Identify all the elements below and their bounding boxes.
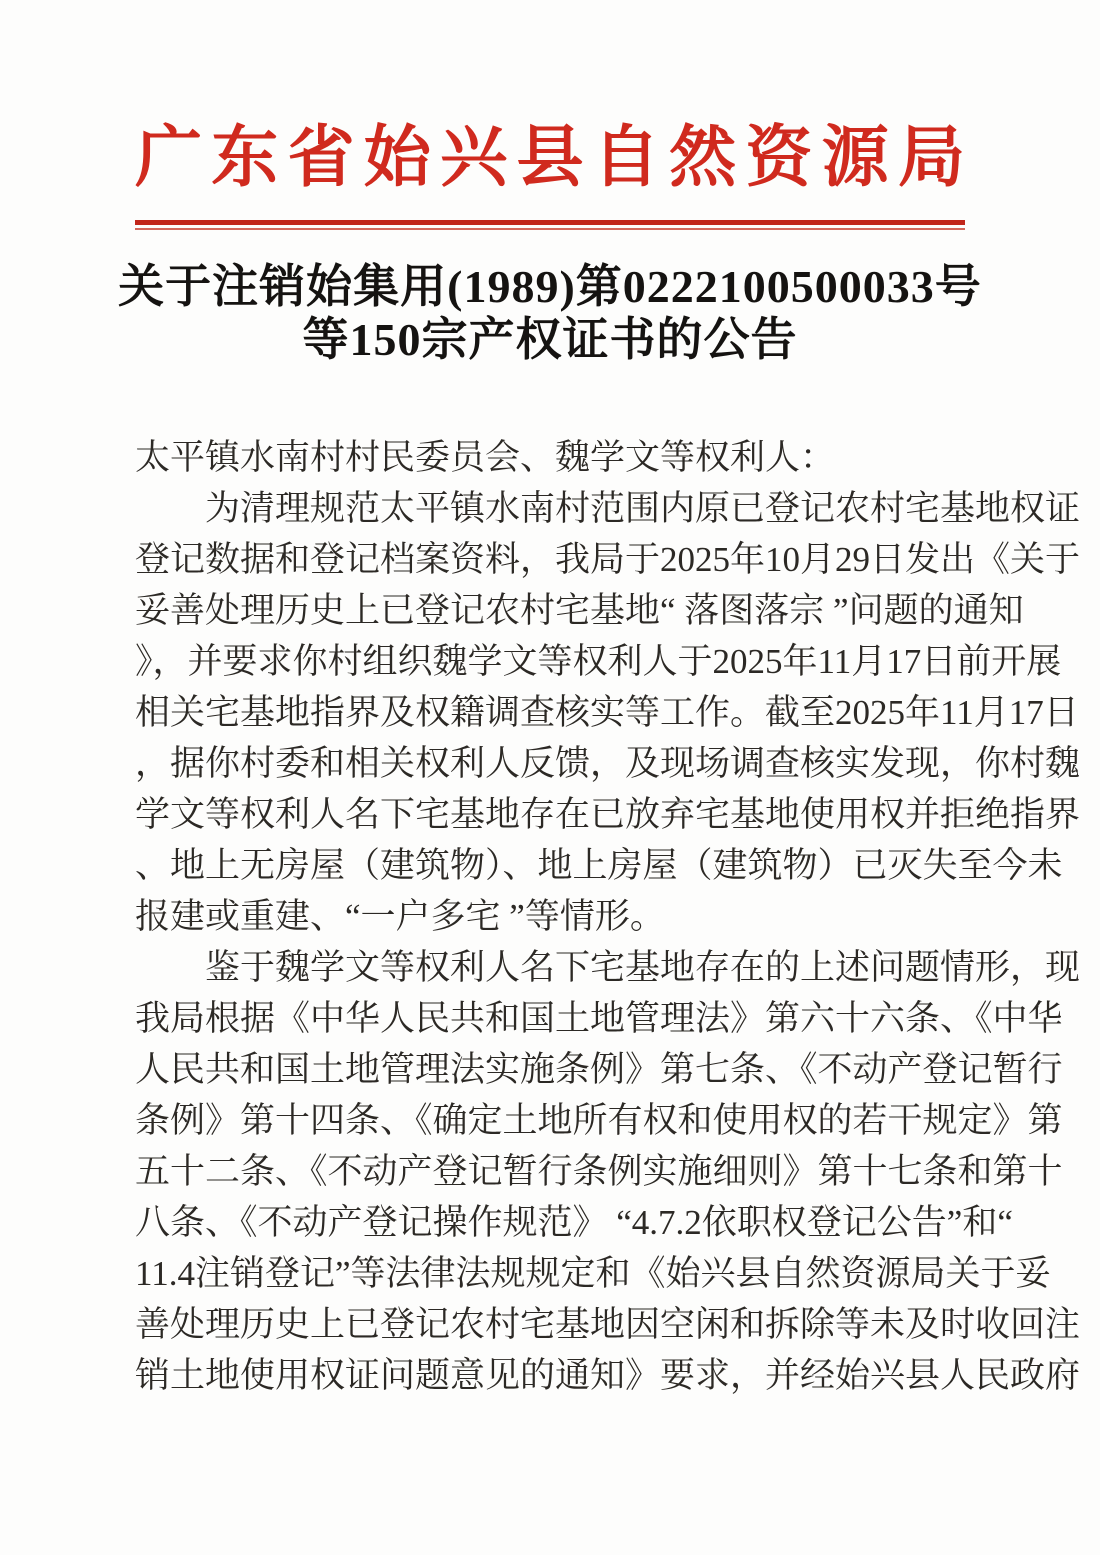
body-line: 人民共和国土地管理法实施条例》第七条、《不动产登记暂行 (135, 1049, 1063, 1089)
agency-letterhead: 广东省始兴县自然资源局 (135, 121, 965, 195)
document-body (135, 432, 1081, 1401)
letterhead-divider (135, 220, 965, 230)
body-line: 销土地使用权证问题意见的通知》要求，并经始兴县人民政府 (135, 1355, 1081, 1395)
body-line: 我局根据《中华人民共和国土地管理法》第六十六条、《中华 (135, 998, 1063, 1038)
body-line: 鉴于魏学文等权利人名下宅基地存在的上述问题情形，现 (205, 947, 1081, 987)
body-line: 登记数据和登记档案资料，我局于2025年10月29日发出《关于 (135, 539, 1081, 579)
body-line: 妥善处理历史上已登记农村宅基地“ 落图落宗 ”问题的通知 (135, 590, 1024, 630)
body-line: 报建或重建、“一户多宅 ”等情形。 (135, 896, 665, 936)
body-line: 、地上无房屋（建筑物）、地上房屋（建筑物）已灭失至今未 (135, 845, 1063, 885)
body-line: 太平镇水南村村民委员会、魏学文等权利人： (135, 437, 836, 477)
body-line: 学文等权利人名下宅基地存在已放弃宅基地使用权并拒绝指界 (135, 794, 1081, 834)
body-line: ，据你村委和相关权利人反馈，及现场调查核实发现，你村魏 (135, 743, 1081, 783)
body-line: 为清理规范太平镇水南村范围内原已登记农村宅基地权证 (205, 488, 1081, 528)
body-line: 善处理历史上已登记农村宅基地因空闲和拆除等未及时收回注 (135, 1304, 1081, 1344)
body-line: 条例》第十四条、《确定土地所有权和使用权的若干规定》第 (135, 1100, 1063, 1140)
body-line: 八条、《不动产登记操作规范》 “4.7.2依职权登记公告”和“ (135, 1202, 1013, 1242)
body-line: 》，并要求你村组织魏学文等权利人于2025年11月17日前开展 (135, 641, 1062, 681)
body-line: 相关宅基地指界及权籍调查核实等工作。截至2025年11月17日 (135, 692, 1079, 732)
document-title-line1: 关于注销始集用(1989)第0222100500033号 (118, 260, 982, 312)
letterhead-divider-thin-line (135, 228, 965, 230)
document-title (90, 260, 1010, 366)
letterhead-divider-thick-line (135, 220, 965, 225)
document-title-line2: 等150宗产权证书的公告 (302, 313, 798, 365)
body-line: 五十二条、《不动产登记暂行条例实施细则》第十七条和第十 (135, 1151, 1063, 1191)
body-line: 11.4注销登记”等法律法规规定和《始兴县自然资源局关于妥 (135, 1253, 1051, 1293)
